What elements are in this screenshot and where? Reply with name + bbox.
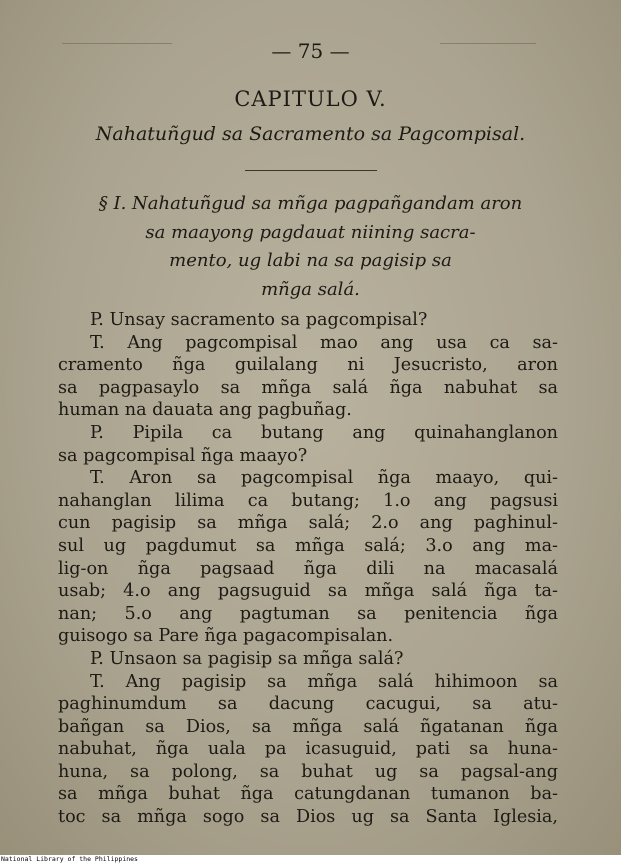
body-line: nabuhat, ñga uala pa icasuguid, pati sa huna-: [58, 739, 558, 760]
body-line: P. Pipila ca butang ang quinahanglanon: [90, 422, 558, 443]
section-heading-line: § I. Nahatuñgud sa mñga pagpañgandam aron: [98, 193, 523, 214]
body-text: [58, 309, 558, 829]
body-line: T. Ang pagcompisal mao ang usa ca sa-: [90, 332, 558, 353]
body-line: huna, sa polong, sa buhat ug sa pagsal-ang: [58, 761, 558, 782]
page-number: — 75 —: [271, 39, 350, 63]
footer-credit: National Library of the Philippines: [0, 855, 621, 863]
body-line: P. Unsay sacramento sa pagcompisal?: [90, 310, 428, 330]
body-line: paghinumdum sa dacung cacugui, sa atu-: [58, 694, 558, 715]
body-line: usab; 4.o ang pagsuguid sa mñga salá ñga ta-: [58, 581, 558, 602]
chapter-subtitle: Nahatuñgud sa Sacramento sa Pagcompisal.: [95, 123, 526, 145]
body-line: sa pagpasaylo sa mñga salá ñga nabuhat sa: [58, 377, 558, 398]
section-heading: [60, 190, 561, 304]
body-line: cun pagisip sa mñga salá; 2.o ang paghinul-: [58, 513, 558, 534]
section-heading-line: mñga salá.: [261, 278, 360, 300]
body-line: T. Aron sa pagcompisal ñga maayo, qui-: [90, 468, 558, 489]
body-line: cramento ñga guilalang ni Jesucristo, aron: [58, 355, 558, 376]
body-line: human na dauata ang pagbuñag.: [58, 400, 352, 421]
body-line: sul ug pagdumut sa mñga salá; 3.o ang ma-: [58, 535, 558, 556]
body-line: bañgan sa Dios, sa mñga salá ñgatanan ñga: [58, 716, 558, 737]
body-line: guisogo sa Pare ñga pagacompisalan.: [58, 626, 394, 647]
body-line: T. Ang pagisip sa mñga salá hihimoon sa: [90, 671, 558, 692]
body-line: sa pagcompisal ñga maayo?: [58, 445, 308, 466]
section-heading-line: sa maayong pagdauat niining sacra-: [145, 221, 476, 243]
body-line: toc sa mñga sogo sa Dios ug sa Santa Iglesia,: [58, 807, 558, 828]
body-line: sa mñga buhat ñga catungdanan tumanon ba-: [58, 784, 558, 805]
title-divider: [245, 170, 377, 171]
body-line: P. Unsaon sa pagisip sa mñga salá?: [90, 648, 404, 669]
body-line: nahanglan lilima ca butang; 1.o ang pagsusi: [58, 490, 558, 511]
body-line: nan; 5.o ang pagtuman sa penitencia ñga: [58, 603, 558, 624]
section-heading-line: mento, ug labi na sa pagisip sa: [169, 250, 452, 271]
chapter-title: CAPITULO V.: [234, 87, 387, 111]
body-line: lig-on ñga pagsaad ñga dili na macasalá: [58, 558, 558, 579]
